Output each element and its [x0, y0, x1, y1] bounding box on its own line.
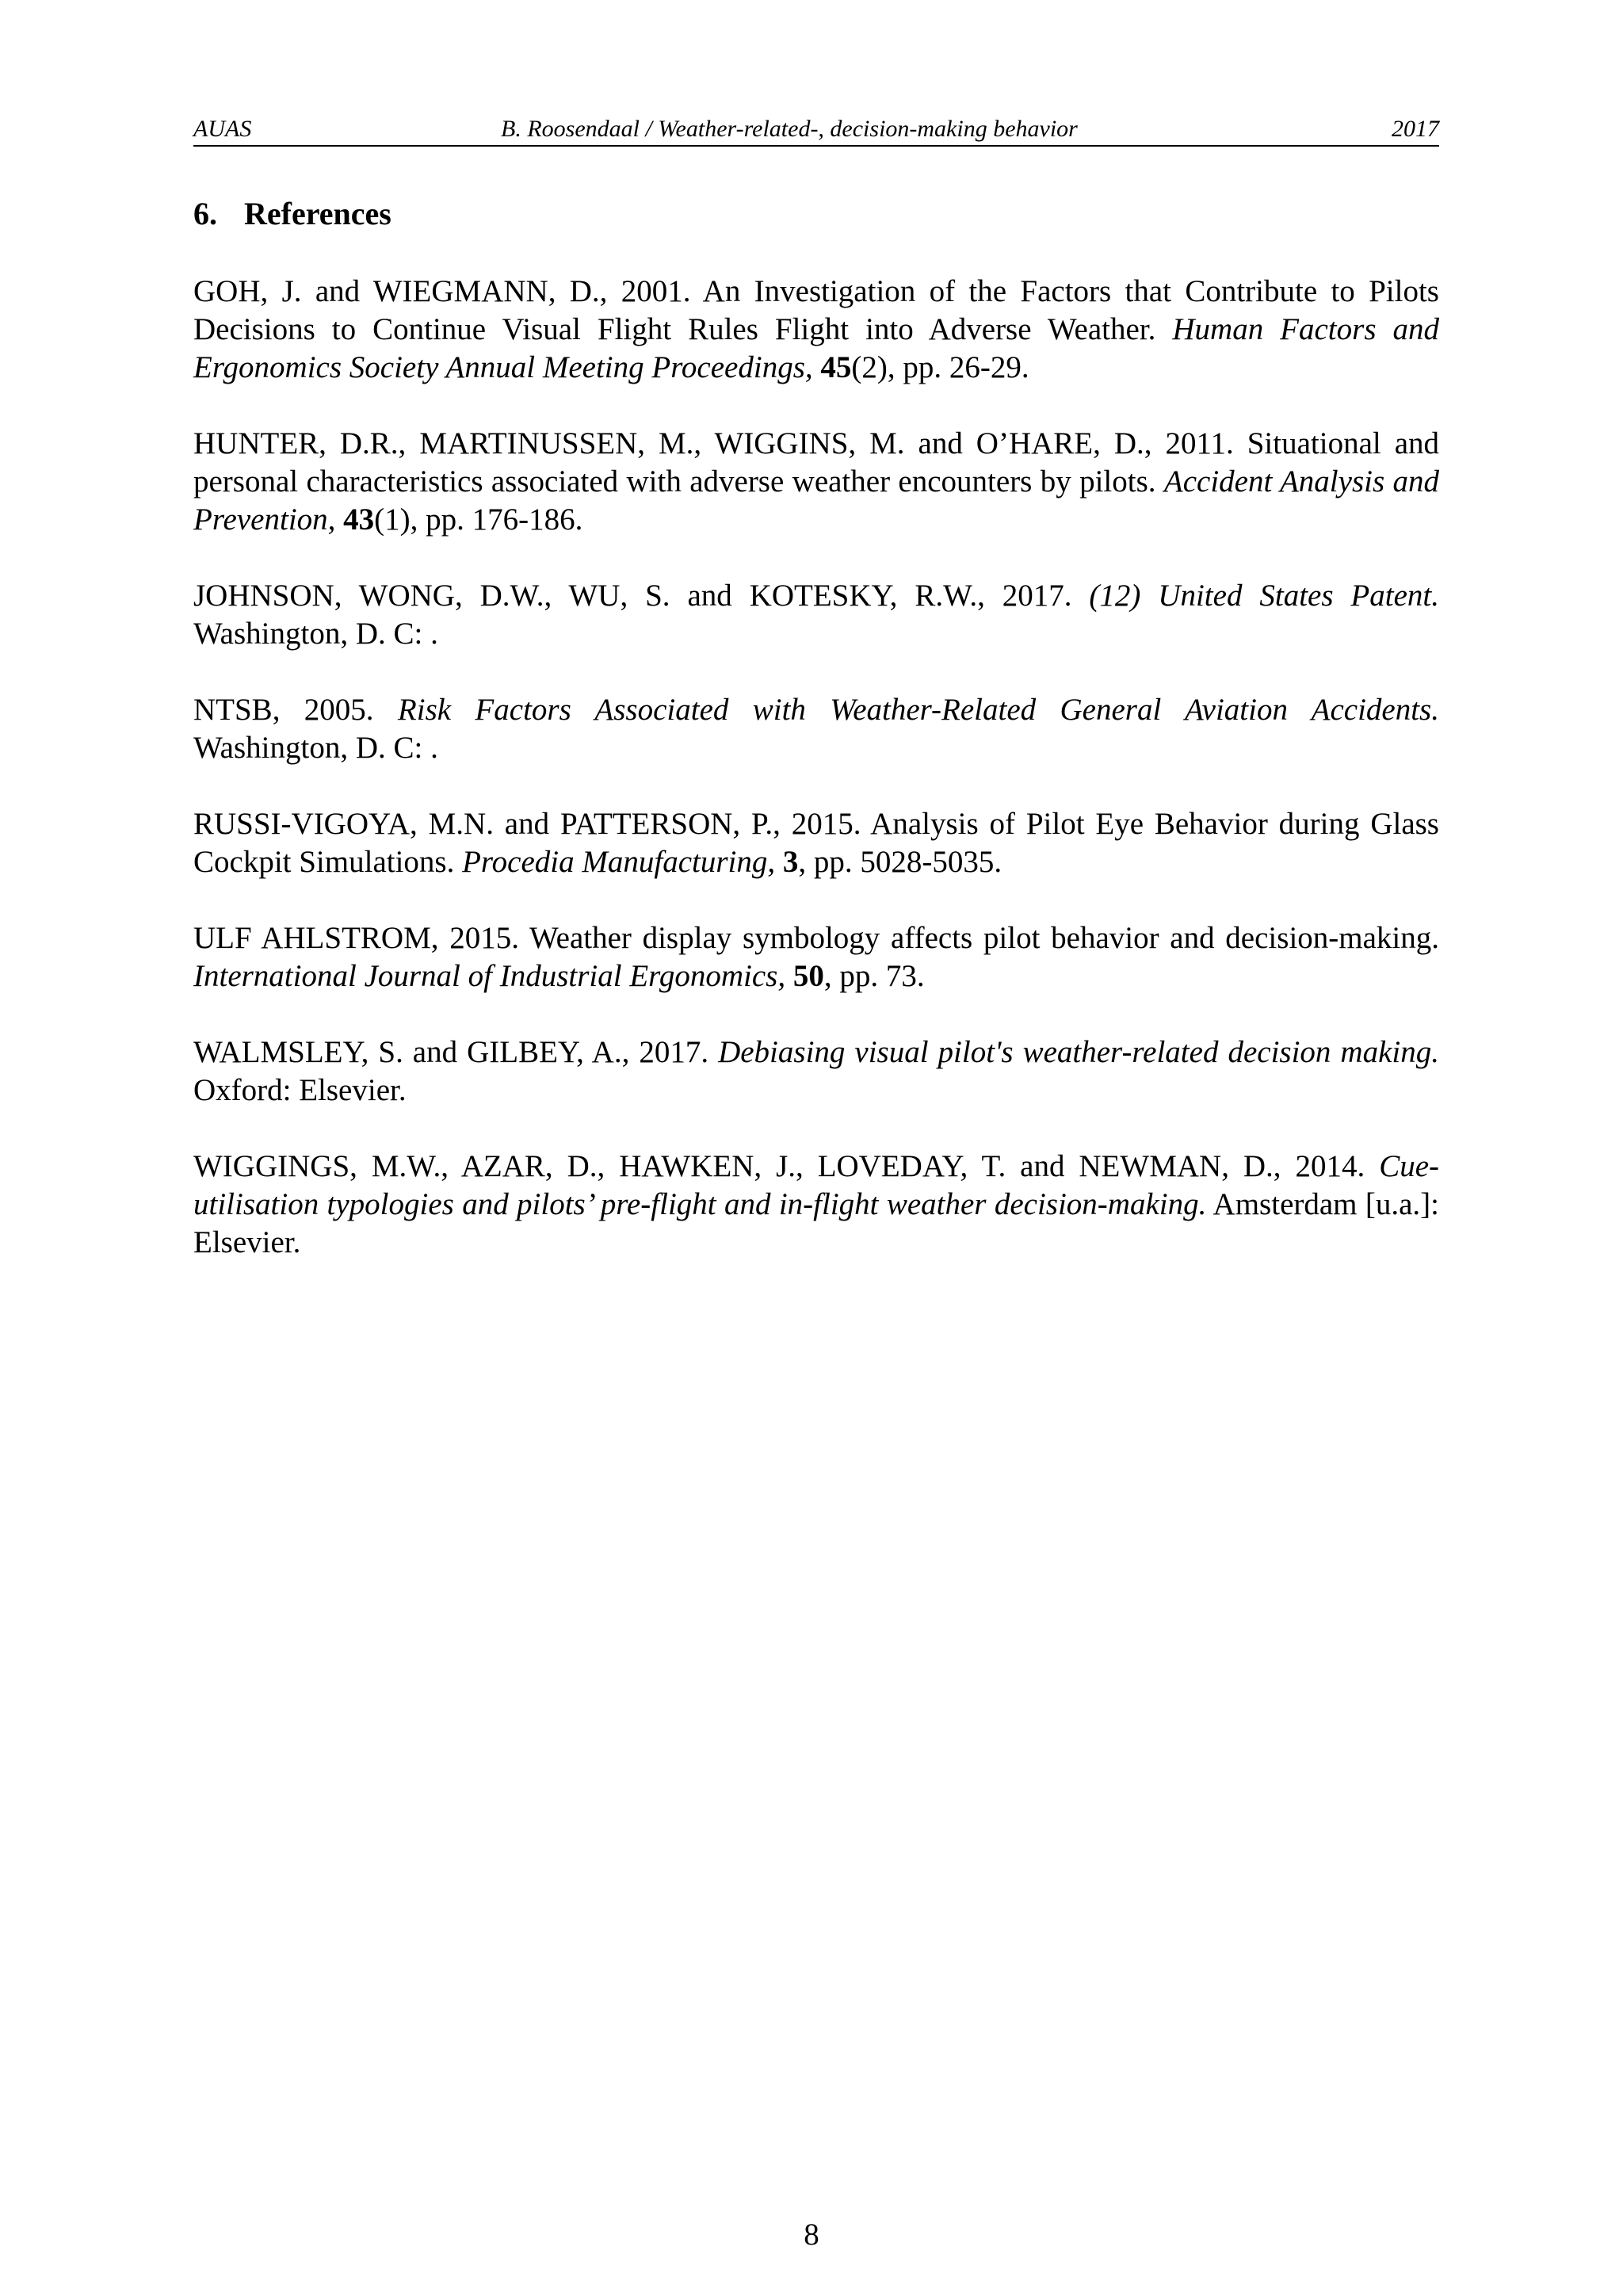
reference-russi-vigoya-2015: RUSSI-VIGOYA, M.N. and PATTERSON, P., 2015. Analysis of Pilot Eye Behavior during Glass Cockpit Simulations. Procedia Manufacturing, 3, pp. 5028-5035. — [193, 807, 1439, 879]
header-journal: AUAS — [193, 116, 252, 142]
reference-wiggings-2014: WIGGINGS, M.W., AZAR, D., HAWKEN, J., LOVEDAY, T. and NEWMAN, D., 2014. Cue-utilisation typologies and pilots’ pre-flight and in-flight weather decision-making. Amsterdam [u.a.]: Elsevier. — [193, 1149, 1439, 1259]
running-header — [193, 113, 1439, 147]
reference-ntsb-2005: NTSB, 2005. Risk Factors Associated with Weather-Related General Aviation Accidents. Washington, D. C: . — [193, 693, 1439, 765]
reference-ahlstrom-2015: ULF AHLSTROM, 2015. Weather display symbology affects pilot behavior and decision-making. International Journal of Industrial Ergonomics, 50, pp. 73. — [193, 921, 1439, 993]
reference-hunter-2011: HUNTER, D.R., MARTINUSSEN, M., WIGGINS, M. and O’HARE, D., 2011. Situational and personal characteristics associated with adverse weather encounters by pilots. Accident Analysis and Prevention, 43(1), pp. 176-186. — [193, 426, 1439, 537]
reference-walmsley-2017: WALMSLEY, S. and GILBEY, A., 2017. Debiasing visual pilot's weather-related decision making. Oxford: Elsevier. — [193, 1035, 1439, 1107]
page-number: 8 — [804, 2218, 819, 2252]
section-title: References — [244, 196, 391, 231]
header-year: 2017 — [1392, 116, 1439, 142]
reference-goh-2001: GOH, J. and WIEGMANN, D., 2001. An Investigation of the Factors that Contribute to Pilots Decisions to Continue Visual Flight Rules Flight into Adverse Weather. Human Factors and Ergonomics Society Annual Meeting Proceedings, 45(2), pp. 26-29. — [193, 274, 1439, 384]
section-number: 6. — [193, 196, 217, 231]
section-heading — [193, 193, 391, 235]
reference-johnson-2017: JOHNSON, WONG, D.W., WU, S. and KOTESKY, R.W., 2017. (12) United States Patent. Washington, D. C: . — [193, 579, 1439, 651]
header-author-title: B. Roosendaal / Weather-related-, decision-making behavior — [501, 116, 1078, 142]
